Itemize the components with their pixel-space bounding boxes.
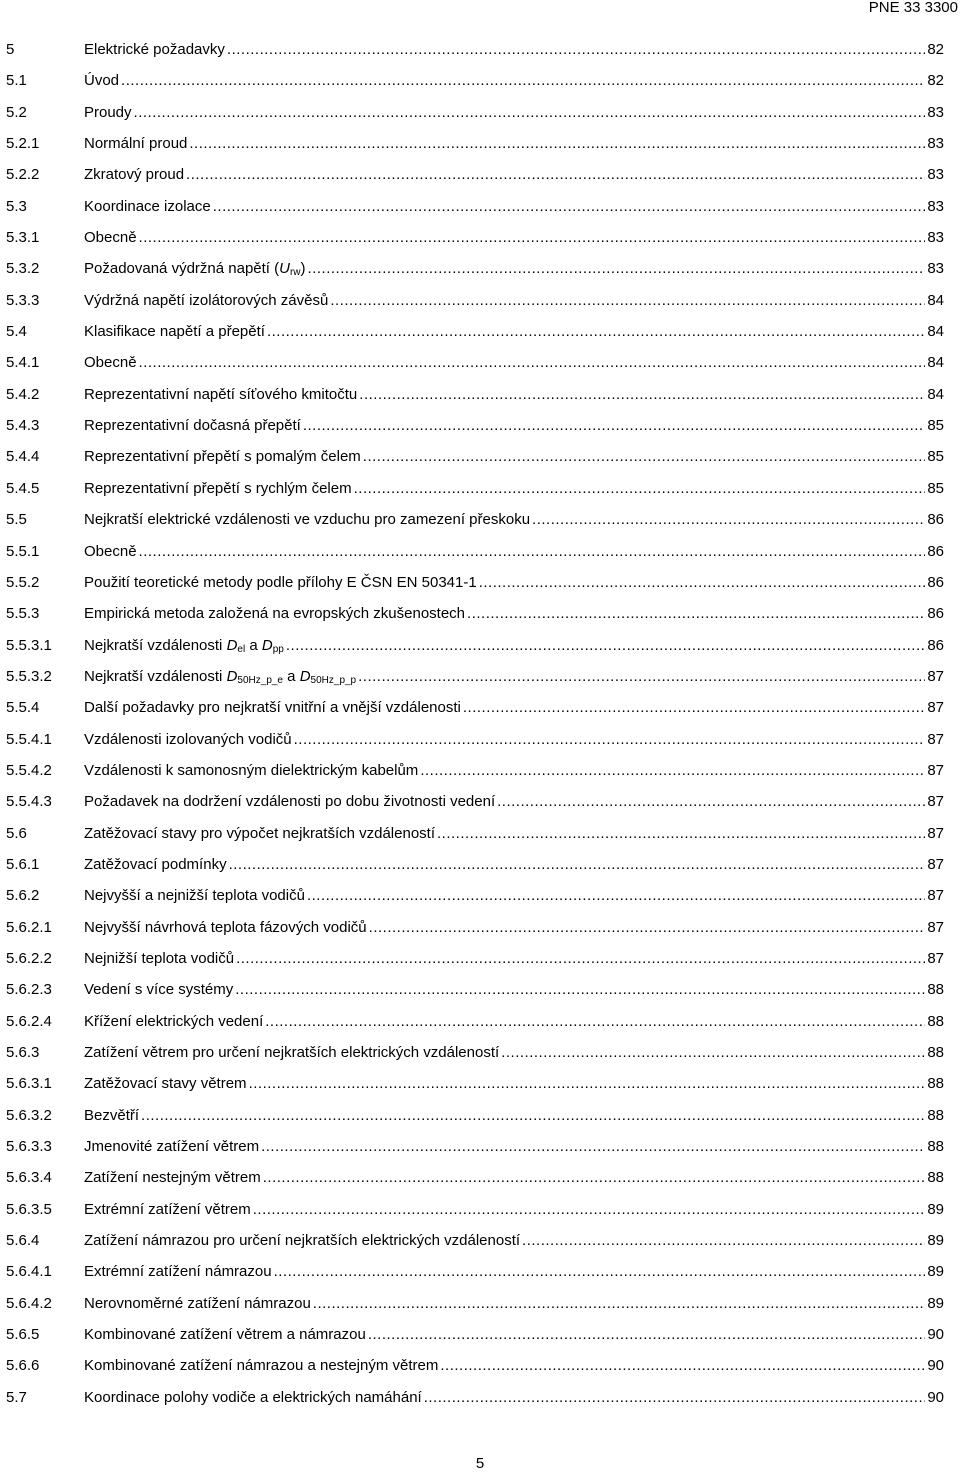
- toc-entry[interactable]: [0, 128, 944, 159]
- toc-entry-number: 5.6.3.5: [6, 1200, 52, 1218]
- toc-entry-number: 5.6.3.2: [6, 1106, 52, 1124]
- toc-entry-page: 83: [927, 103, 944, 121]
- toc-entry-number: 5.5.4.3: [6, 793, 52, 811]
- toc-entry-number: 5.6.2.3: [6, 981, 52, 999]
- toc-entry-title: Normální proud: [84, 135, 188, 153]
- toc-entry-page: 83: [927, 229, 944, 247]
- toc-entry[interactable]: [0, 191, 944, 222]
- toc-entry-page: 90: [927, 1326, 944, 1344]
- dot-leader: [420, 755, 925, 786]
- toc-entry[interactable]: [0, 912, 944, 943]
- dot-leader: [522, 1225, 925, 1256]
- toc-entry-number: 5.6.2.4: [6, 1012, 52, 1030]
- toc-entry-number: 5.4: [6, 323, 27, 341]
- toc-entry-page: 90: [927, 1388, 944, 1406]
- dot-leader: [274, 1256, 926, 1287]
- page-number: 5: [475, 1455, 485, 1472]
- toc-entry-title: Vedení s více systémy: [84, 981, 234, 999]
- toc-entry-number: 5.5.4.2: [6, 761, 52, 779]
- toc-entry[interactable]: [0, 849, 944, 880]
- toc-entry-title: Úvod: [84, 72, 120, 90]
- toc-entry-page: 83: [927, 166, 944, 184]
- toc-entry-page: 85: [927, 448, 944, 466]
- toc-entry-title: Reprezentativní dočasná přepětí: [84, 417, 301, 435]
- toc-entry-page: 87: [927, 949, 944, 967]
- toc-entry-number: 5.6.3: [6, 1044, 40, 1061]
- toc-entry-page: 84: [927, 354, 944, 372]
- dot-leader: [249, 1068, 926, 1099]
- toc-entry-title: Bezvětří: [84, 1106, 140, 1124]
- dot-leader: [354, 473, 926, 504]
- toc-entry[interactable]: [0, 1037, 944, 1068]
- toc-entry-number: 5.4.1: [6, 354, 40, 372]
- toc-entry-number: 5.6.1: [6, 855, 40, 873]
- toc-entry-page: 87: [927, 699, 944, 717]
- toc-entry-page: 83: [927, 135, 944, 153]
- toc-entry[interactable]: [0, 786, 944, 817]
- toc-entry-title: Obecně: [84, 229, 137, 247]
- toc-entry[interactable]: [0, 598, 944, 629]
- toc-entry[interactable]: [0, 97, 944, 128]
- toc-entry-title: Obecně: [84, 542, 137, 560]
- toc-entry[interactable]: [0, 316, 944, 347]
- toc-entry-page: 82: [927, 41, 944, 58]
- toc-entry-number: 5.6.3.3: [6, 1138, 52, 1156]
- toc-entry-number: 5.2: [6, 103, 27, 121]
- toc-entry-number: 5.6.4: [6, 1232, 40, 1250]
- toc-entry[interactable]: [0, 1131, 944, 1162]
- toc-entry-number: 5.6.4.1: [6, 1263, 52, 1281]
- toc-entry[interactable]: [0, 379, 944, 410]
- toc-entry[interactable]: [0, 630, 944, 661]
- toc-entry-page: 84: [927, 385, 944, 403]
- dot-leader: [286, 630, 925, 661]
- toc-entry-page: 86: [927, 636, 944, 654]
- toc-entry-page: 88: [927, 981, 944, 999]
- toc-entry-page: 89: [927, 1263, 944, 1281]
- dot-leader: [134, 97, 926, 128]
- dot-leader: [359, 379, 925, 410]
- toc-entry[interactable]: [0, 285, 944, 316]
- toc-entry-number: 5.6.2.1: [6, 918, 52, 936]
- toc-entry-title: Jmenovité zatížení větrem: [84, 1138, 260, 1156]
- toc-entry-number: 5.7: [6, 1388, 27, 1406]
- dot-leader: [440, 1350, 925, 1381]
- toc-entry-page: 87: [927, 667, 944, 685]
- toc-entry-number: 5.5.2: [6, 573, 40, 591]
- toc-entry-title: Nejkratší vzdálenosti $D_{50Hz\_p\_e}$ a $D_{50Hz\_p\_p}$: [84, 667, 357, 686]
- toc-entry-number: 5.6.5: [6, 1326, 40, 1344]
- toc-entry[interactable]: [0, 536, 944, 567]
- dot-leader: [121, 65, 925, 96]
- toc-entry-page: 89: [927, 1232, 944, 1250]
- toc-entry-page: 86: [927, 542, 944, 560]
- toc-entry-number: 5.6.3.1: [6, 1075, 52, 1093]
- toc-entry[interactable]: [0, 974, 944, 1005]
- toc-entry-title: Zatěžovací stavy větrem: [84, 1075, 247, 1093]
- toc-entry-title: Zatěžovací podmínky: [84, 855, 227, 873]
- toc-entry-title: Nejvyšší a nejnižší teplota vodičů: [84, 887, 305, 905]
- toc-entry-title: Zatížení větrem pro určení nejkratších elektrických vzdáleností: [84, 1044, 500, 1061]
- toc-entry[interactable]: [0, 818, 944, 849]
- toc-entry[interactable]: [0, 1225, 944, 1256]
- toc-entry-page: 89: [927, 1200, 944, 1218]
- toc-entry-number: 5.4.5: [6, 479, 40, 497]
- dot-leader: [227, 34, 925, 65]
- toc-entry-number: 5.6.3.4: [6, 1169, 52, 1187]
- toc-entry[interactable]: [0, 410, 944, 441]
- toc-entry[interactable]: [0, 159, 944, 190]
- dot-leader: [437, 818, 925, 849]
- toc-entry[interactable]: [0, 504, 944, 535]
- toc-entry[interactable]: [0, 567, 944, 598]
- toc-entry[interactable]: [0, 1350, 944, 1381]
- dot-leader: [369, 912, 926, 943]
- toc-entry[interactable]: [0, 943, 944, 974]
- toc-entry-title: Kombinované zatížení námrazou a nestejným větrem: [84, 1357, 439, 1375]
- toc-entry-page: 88: [927, 1138, 944, 1156]
- dot-leader: [189, 128, 925, 159]
- toc-entry-number: 5.5.3.2: [6, 667, 52, 685]
- dot-leader: [467, 598, 925, 629]
- dot-leader: [229, 849, 926, 880]
- toc-entry-page: 86: [927, 511, 944, 529]
- toc-entry-title: Nejkratší elektrické vzdálenosti ve vzduchu pro zamezení přeskoku: [84, 511, 531, 529]
- toc-entry-page: 87: [927, 918, 944, 936]
- toc-entry-number: 5.4.3: [6, 417, 40, 435]
- toc-entry-page: 85: [927, 479, 944, 497]
- toc-entry[interactable]: [0, 1319, 944, 1350]
- toc-entry-page: 86: [927, 605, 944, 623]
- toc-entry[interactable]: [0, 222, 944, 253]
- dot-leader: [139, 347, 926, 378]
- toc-entry-page: 83: [927, 260, 944, 278]
- dot-leader: [186, 159, 925, 190]
- toc-entry-number: 5.2.1: [6, 135, 40, 153]
- toc-entry-title: Vzdálenosti k samonosným dielektrickým kabelům: [84, 761, 419, 779]
- toc-entry-number: 5.5: [6, 511, 27, 529]
- dot-leader: [501, 1037, 925, 1068]
- toc-entry-title: Kombinované zatížení větrem a námrazou: [84, 1326, 366, 1344]
- dot-leader: [363, 441, 926, 472]
- toc-entry-title: Koordinace polohy vodiče a elektrických namáhání: [84, 1388, 422, 1406]
- toc-entry-number: 5.4.4: [6, 448, 40, 466]
- toc-entry[interactable]: [0, 1068, 944, 1099]
- toc-entry-page: 83: [927, 197, 944, 215]
- toc-entry-number: 5.4.2: [6, 385, 40, 403]
- toc-entry-page: 87: [927, 824, 944, 842]
- toc-entry-title: Extrémní zatížení námrazou: [84, 1263, 272, 1281]
- dot-leader: [368, 1319, 925, 1350]
- toc-entry-title: Nejkratší vzdálenosti $D_{el}$ a $D_{pp}$: [84, 636, 284, 655]
- toc-entry-title: Zatěžovací stavy pro výpočet nejkratších vzdáleností: [84, 824, 435, 842]
- dot-leader: [261, 1131, 925, 1162]
- toc-entry-title: Reprezentativní přepětí s pomalým čelem: [84, 448, 361, 466]
- toc-entry[interactable]: [0, 755, 944, 786]
- toc-entry[interactable]: [0, 347, 944, 378]
- dot-leader: [424, 1382, 926, 1413]
- dot-leader: [532, 504, 925, 535]
- toc-entry-page: 86: [927, 573, 944, 591]
- toc-entry-title: Empirická metoda založená na evropských zkušenostech: [84, 605, 466, 623]
- toc-entry-page: 90: [927, 1357, 944, 1375]
- toc-entry-title: Požadavek na dodržení vzdálenosti po dobu životnosti vedení: [84, 793, 496, 811]
- toc-entry-page: 84: [927, 323, 944, 341]
- toc-entry-page: 84: [927, 291, 944, 309]
- toc-entry[interactable]: [0, 1194, 944, 1225]
- toc-entry[interactable]: [0, 1006, 944, 1037]
- toc-entry-number: 5.3: [6, 197, 27, 215]
- dot-leader: [497, 786, 925, 817]
- toc-entry-title: Vzdálenosti izolovaných vodičů: [84, 730, 292, 748]
- toc-entry-page: 87: [927, 730, 944, 748]
- toc-entry-page: 88: [927, 1012, 944, 1030]
- toc-entry-page: 88: [927, 1106, 944, 1124]
- toc-entry-page: 88: [927, 1044, 944, 1061]
- dot-leader: [330, 285, 925, 316]
- table-of-contents: [0, 34, 944, 1413]
- toc-entry-page: 89: [927, 1294, 944, 1312]
- toc-entry-title: Zatížení nestejným větrem: [84, 1169, 261, 1187]
- toc-entry-title: Reprezentativní napětí síťového kmitočtu: [84, 385, 358, 403]
- toc-entry-number: 5.3.2: [6, 260, 40, 278]
- dot-leader: [358, 661, 925, 692]
- toc-entry[interactable]: [0, 692, 944, 723]
- toc-entry-title: Křížení elektrických vedení: [84, 1012, 264, 1030]
- toc-entry[interactable]: [0, 441, 944, 472]
- toc-entry-number: 5: [6, 41, 15, 58]
- toc-entry-number: 5.5.3: [6, 605, 40, 623]
- dot-leader: [265, 1006, 925, 1037]
- toc-entry-page: 87: [927, 855, 944, 873]
- toc-entry-number: 5.6: [6, 824, 27, 842]
- toc-entry-title: Reprezentativní přepětí s rychlým čelem: [84, 479, 352, 497]
- toc-entry-number: 5.2.2: [6, 166, 40, 184]
- toc-entry-number: 5.6.2.2: [6, 949, 52, 967]
- toc-entry-number: 5.6.2: [6, 887, 40, 905]
- toc-entry-title: Zkratový proud: [84, 166, 185, 184]
- toc-entry-title: Koordinace izolace: [84, 197, 211, 215]
- dot-leader: [213, 191, 926, 222]
- toc-entry-number: 5.5.4.1: [6, 730, 52, 748]
- toc-entry[interactable]: [0, 880, 944, 911]
- toc-entry[interactable]: [0, 65, 944, 96]
- toc-entry[interactable]: [0, 1382, 944, 1413]
- toc-entry-page: 88: [927, 1075, 944, 1093]
- toc-entry-title: Výdržná napětí izolátorových závěsů: [84, 291, 329, 309]
- toc-entry-title: Obecně: [84, 354, 137, 372]
- toc-entry-page: 87: [927, 761, 944, 779]
- dot-leader: [263, 1162, 926, 1193]
- toc-entry-title: Nejvyšší návrhová teplota fázových vodičů: [84, 918, 367, 936]
- toc-entry-page: 87: [927, 887, 944, 905]
- toc-entry-title: Extrémní zatížení větrem: [84, 1200, 251, 1218]
- toc-entry[interactable]: [0, 473, 944, 504]
- toc-entry[interactable]: [0, 1288, 944, 1319]
- toc-entry-title: Zatížení námrazou pro určení nejkratších elektrických vzdáleností: [84, 1232, 521, 1250]
- toc-entry[interactable]: [0, 661, 944, 692]
- toc-entry[interactable]: [0, 1100, 944, 1131]
- dot-leader: [235, 974, 925, 1005]
- toc-entry-page: 85: [927, 417, 944, 435]
- dot-leader: [253, 1194, 926, 1225]
- toc-entry[interactable]: [0, 34, 944, 65]
- dot-leader: [313, 1288, 926, 1319]
- dot-leader: [141, 1100, 925, 1131]
- toc-entry-number: 5.6.4.2: [6, 1294, 52, 1312]
- toc-entry[interactable]: [0, 724, 944, 755]
- dot-leader: [267, 316, 925, 347]
- dot-leader: [307, 880, 925, 911]
- toc-entry-page: 88: [927, 1169, 944, 1187]
- toc-entry-title: Použití teoretické metody podle přílohy E ČSN EN 50341-1: [84, 573, 477, 591]
- dot-leader: [303, 410, 926, 441]
- dot-leader: [308, 253, 926, 284]
- dot-leader: [463, 692, 925, 723]
- toc-entry-number: 5.1: [6, 72, 27, 90]
- toc-entry-title: Další požadavky pro nejkratší vnitřní a vnější vzdálenosti: [84, 699, 461, 717]
- toc-entry-page: 87: [927, 793, 944, 811]
- toc-entry-title: Nerovnoměrné zatížení námrazou: [84, 1294, 311, 1312]
- toc-entry-title: Elektrické požadavky: [84, 41, 225, 58]
- toc-entry-number: 5.5.4: [6, 699, 40, 717]
- toc-entry-number: 5.5.1: [6, 542, 40, 560]
- dot-leader: [294, 724, 926, 755]
- toc-entry-number: 5.3.3: [6, 291, 40, 309]
- toc-entry[interactable]: [0, 253, 944, 284]
- toc-entry-title: Nejnižší teplota vodičů: [84, 949, 235, 967]
- document-header-code: PNE 33 3300: [868, 0, 958, 16]
- toc-entry-number: 5.6.6: [6, 1357, 40, 1375]
- toc-entry-title: Klasifikace napětí a přepětí: [84, 323, 265, 341]
- toc-entry[interactable]: [0, 1162, 944, 1193]
- toc-entry-page: 82: [927, 72, 944, 90]
- dot-leader: [479, 567, 926, 598]
- dot-leader: [139, 222, 926, 253]
- toc-entry-title: Proudy: [84, 103, 132, 121]
- toc-entry[interactable]: [0, 1256, 944, 1287]
- toc-entry-number: 5.3.1: [6, 229, 40, 247]
- dot-leader: [236, 943, 925, 974]
- toc-entry-number: 5.5.3.1: [6, 636, 52, 654]
- dot-leader: [139, 536, 926, 567]
- toc-entry-title: Požadovaná výdržná napětí $(U_{rw})$: [84, 260, 306, 279]
